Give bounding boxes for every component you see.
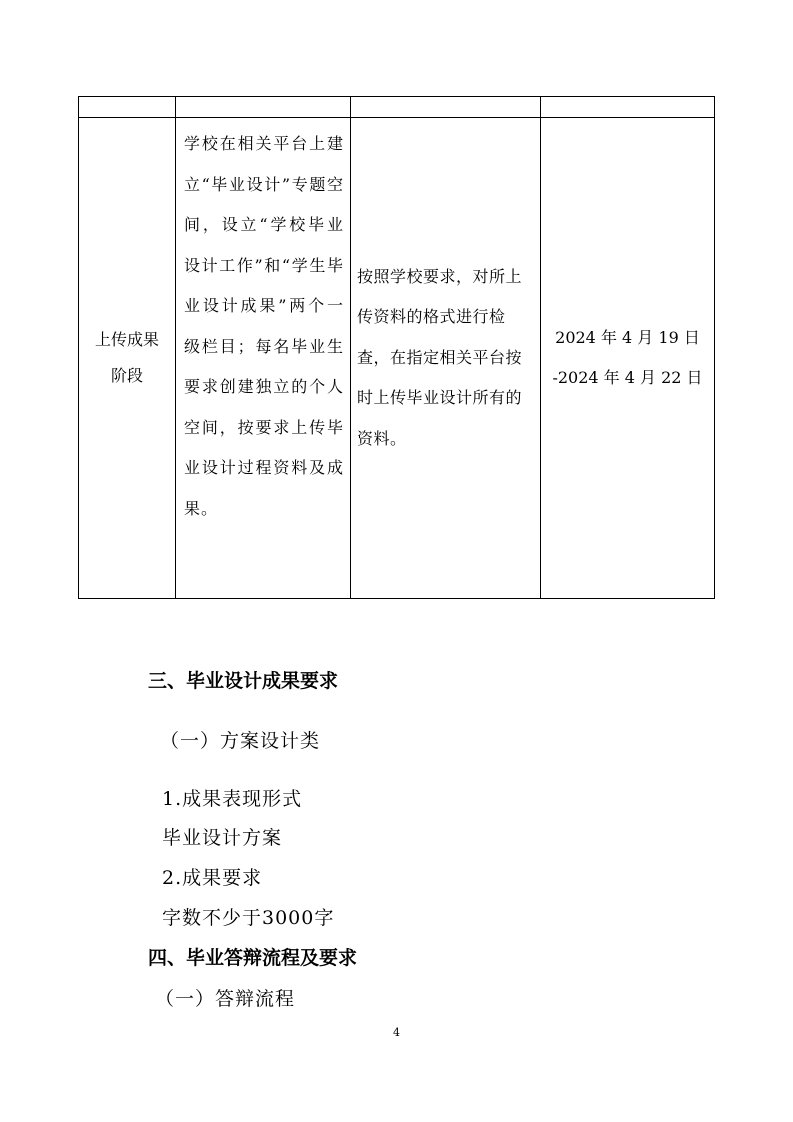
student-task-cell: 按照学校要求，对所上传资料的格式进行检查，在指定相关平台按时上传毕业设计所有的资料。 — [351, 118, 541, 599]
subsection-heading: （一）答辩流程 — [155, 988, 296, 1010]
table-header-row — [79, 97, 715, 118]
page-number: 4 — [393, 1026, 400, 1039]
item-title: 2.成果要求 — [162, 867, 263, 889]
time-start: 2024 年 4 月 19 日 — [555, 328, 700, 347]
table-cell — [176, 97, 351, 118]
item-text: 字数不少于3000字 — [162, 907, 335, 929]
school-task-cell: 学校在相关平台上建立“毕业设计”专题空间，设立“学校毕业设计工作”和“学生毕业设计成果”两个一级栏目；每名毕业生要求创建独立的个人空间，按要求上传毕业设计过程资料及成果。 — [176, 118, 351, 599]
table-cell — [541, 97, 715, 118]
section-heading: 三、毕业设计成果要求 — [148, 670, 339, 692]
table-cell — [351, 97, 541, 118]
stage-label-line: 上传成果 — [94, 330, 159, 349]
subsection-heading: （一）方案设计类 — [160, 730, 321, 752]
section-heading: 四、毕业答辩流程及要求 — [148, 947, 358, 969]
time-end: -2024 年 4 月 22 日 — [552, 368, 703, 387]
stage-cell — [79, 118, 176, 599]
schedule-table — [78, 96, 715, 599]
item-text: 毕业设计方案 — [162, 827, 283, 849]
table-cell — [79, 97, 176, 118]
time-cell — [541, 118, 715, 599]
item-title: 1.成果表现形式 — [162, 788, 303, 810]
stage-label-line: 阶段 — [110, 366, 143, 385]
table-row — [79, 118, 715, 599]
